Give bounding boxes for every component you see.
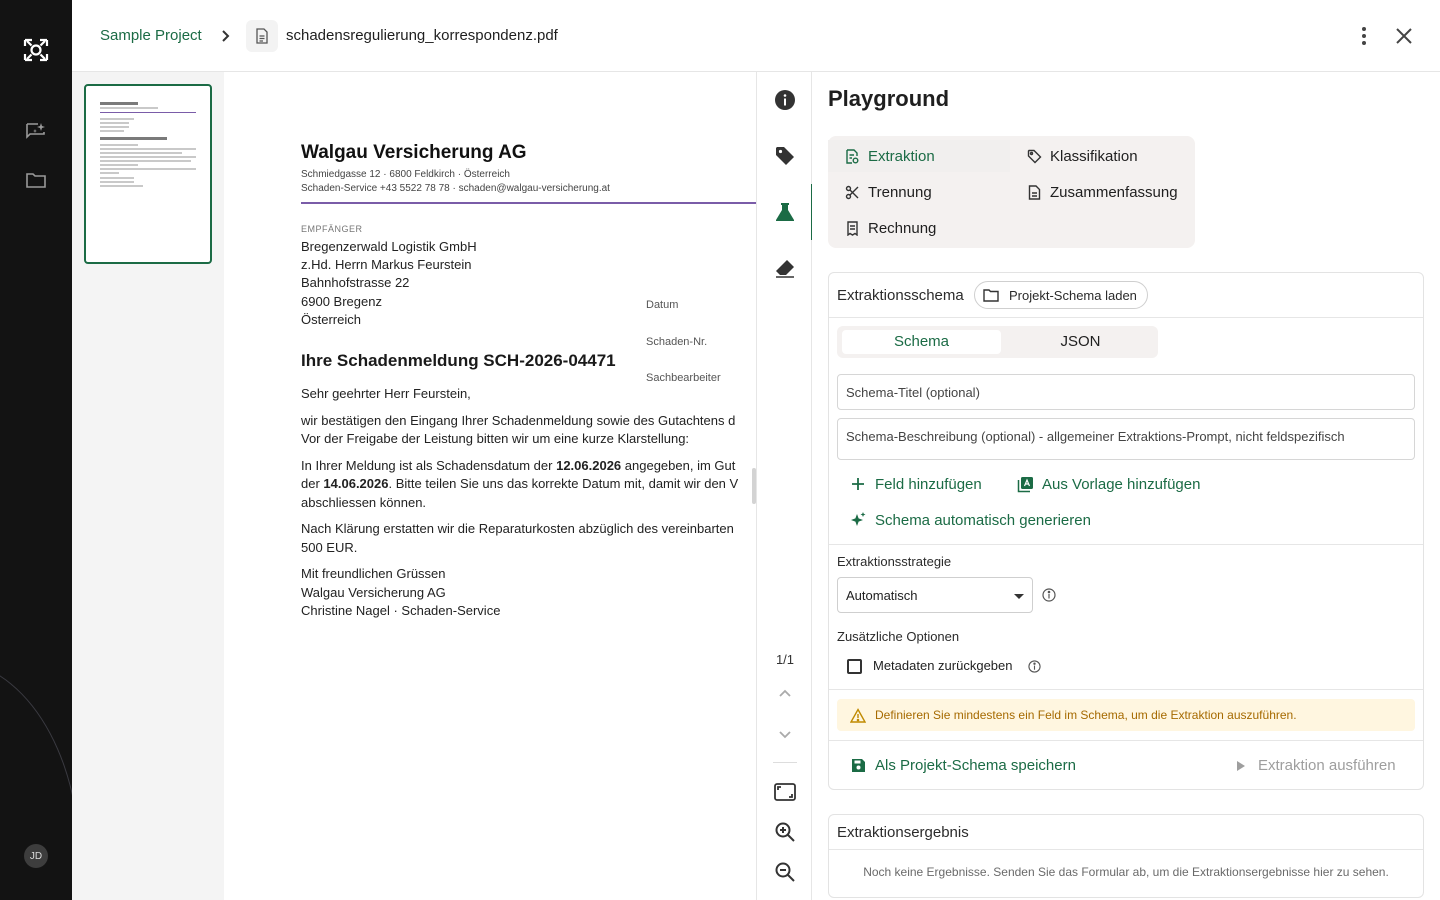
- tag-outline-icon: [1026, 148, 1042, 164]
- letterhead-contact: Schaden-Service +43 5522 78 78 · schaden@walgau-versicherung.at: [301, 183, 610, 194]
- auto-generate-schema-button[interactable]: [849, 511, 1091, 529]
- letter-text: wir bestätigen den Eingang Ihrer Schadenmeldung sowie des Gutachtens d: [301, 412, 736, 428]
- mode-zusammenfassung[interactable]: [1010, 176, 1178, 208]
- letter-paragraph: [301, 520, 756, 557]
- schema-description-input[interactable]: Schema-Beschreibung (optional) - allgemeiner Extraktions-Prompt, nicht feldspezifisch: [837, 418, 1415, 460]
- app-nav-rail: [0, 0, 72, 900]
- mode-label: Trennung: [868, 183, 932, 201]
- zoom-in-icon[interactable]: [773, 820, 797, 844]
- add-from-template-label: Aus Vorlage hinzufügen: [1042, 475, 1201, 493]
- letter-text: 500 EUR.: [301, 539, 358, 555]
- divider: [829, 317, 1423, 318]
- letterhead-company: Walgau Versicherung AG: [301, 142, 527, 163]
- document-icon: [246, 20, 278, 52]
- user-avatar[interactable]: [24, 844, 48, 868]
- page-thumbnail-1[interactable]: [84, 84, 212, 264]
- strategy-value: Automatisch: [846, 587, 918, 603]
- app-logo-icon[interactable]: [22, 36, 50, 64]
- mode-klassifikation[interactable]: [1010, 140, 1138, 172]
- letter-text: Nach Klärung erstatten wir die Reparaturkosten abzüglich des vereinbarten: [301, 521, 734, 537]
- strategy-select[interactable]: [837, 577, 1033, 613]
- info-icon[interactable]: [773, 88, 797, 112]
- letter-closing: [301, 565, 756, 621]
- chevron-right-icon: [218, 26, 234, 46]
- save-button-label: Als Projekt-Schema speichern: [875, 756, 1076, 774]
- recipient-line: Bahnhofstrasse 22: [301, 275, 410, 291]
- load-button-label: Projekt-Schema laden: [1009, 287, 1137, 303]
- letter-meta: [646, 299, 721, 409]
- mode-selector: [828, 136, 1195, 248]
- sparkle-icon: [849, 511, 867, 529]
- letter-text: der: [301, 476, 324, 492]
- chevron-up-icon[interactable]: [773, 682, 797, 706]
- letter-date-highlight: 12.06.2026: [556, 457, 622, 473]
- ai-chat-icon[interactable]: [22, 118, 50, 146]
- add-field-button[interactable]: [849, 475, 982, 493]
- letter-date-highlight: 14.06.2026: [323, 476, 389, 492]
- auto-generate-label: Schema automatisch generieren: [875, 511, 1091, 529]
- document-title: schadensregulierung_korrespondenz.pdf: [286, 27, 558, 44]
- schema-title-input[interactable]: Schema-Titel (optional): [837, 374, 1415, 410]
- schema-heading: Extraktionsschema: [837, 287, 964, 304]
- load-project-schema-button[interactable]: [974, 281, 1148, 309]
- run-extraction-button[interactable]: [1234, 757, 1396, 774]
- page-thumbnails: [72, 72, 224, 900]
- letterhead-address: Schmiedgasse 12 · 6800 Feldkirch · Österreich: [301, 169, 510, 180]
- mode-label: Zusammenfassung: [1050, 183, 1178, 201]
- letter-text: Vor der Freigabe der Leistung bitten wir um eine kurze Klarstellung:: [301, 431, 690, 447]
- options-label: Zusätzliche Optionen: [837, 629, 960, 644]
- play-icon: [1234, 759, 1248, 773]
- plus-icon: [849, 475, 867, 493]
- close-icon[interactable]: [1392, 24, 1416, 48]
- tool-divider: [773, 762, 797, 763]
- schema-view-toggle: [837, 326, 1158, 358]
- recipient-line: Bregenzerwald Logistik GmbH: [301, 239, 477, 254]
- recipient-line: 6900 Bregenz: [301, 293, 382, 309]
- breadcrumb-project-link[interactable]: Sample Project: [100, 27, 202, 44]
- mode-label: Klassifikation: [1050, 147, 1138, 165]
- strategy-label: Extraktionsstrategie: [837, 554, 952, 569]
- save-project-schema-button[interactable]: [849, 756, 1076, 774]
- strategy-info-icon[interactable]: [1042, 588, 1056, 602]
- divider: [829, 689, 1423, 690]
- page-indicator: 1/1: [775, 652, 795, 667]
- mode-label: Extraktion: [868, 147, 935, 165]
- extraction-result-card: [828, 814, 1424, 898]
- receipt-icon: [844, 220, 860, 236]
- divider: [829, 544, 1423, 545]
- avatar-initials: JD: [29, 850, 43, 862]
- top-bar: [72, 0, 1440, 72]
- letter-text: Walgau Versicherung AG: [301, 584, 446, 600]
- mode-extraktion[interactable]: [828, 140, 1010, 172]
- dropdown-arrow-icon: [1014, 588, 1024, 603]
- metadata-info-icon[interactable]: [1028, 660, 1042, 674]
- meta-label-handler: Sachbearbeiter: [646, 372, 721, 385]
- tab-json[interactable]: JSON: [1060, 333, 1101, 350]
- letter-text: Christine Nagel · Schaden-Service: [301, 603, 501, 619]
- run-button-label: Extraktion ausführen: [1258, 757, 1396, 774]
- folder-icon[interactable]: [22, 166, 50, 194]
- letter-paragraph: [301, 412, 756, 449]
- add-from-template-button[interactable]: [1016, 475, 1200, 493]
- scissors-icon: [844, 184, 860, 200]
- folder-icon: [983, 287, 999, 303]
- recipient-line: Österreich: [301, 311, 361, 327]
- divider: [829, 740, 1423, 741]
- meta-label-date: Datum: [646, 299, 679, 311]
- summary-icon: [1026, 184, 1042, 200]
- metadata-checkbox-label[interactable]: Metadaten zurückgeben: [873, 658, 1013, 673]
- letter-paragraph: [301, 457, 756, 513]
- document-page: [301, 142, 756, 621]
- mode-rechnung[interactable]: [828, 212, 936, 244]
- letter-text: . Bitte teilen Sie uns das korrekte Datum mit, damit wir den V: [388, 476, 739, 492]
- warning-icon: [849, 706, 867, 724]
- result-empty-state: Noch keine Ergebnisse. Senden Sie das Formular ab, um die Extraktionsergebnisse hier zu sehen.: [863, 865, 1389, 879]
- recipient-line: z.Hd. Herrn Markus Feurstein: [301, 257, 472, 273]
- letter-text: In Ihrer Meldung ist als Schadensdatum der: [301, 457, 557, 473]
- mode-trennung[interactable]: [828, 176, 932, 208]
- metadata-checkbox[interactable]: [847, 659, 862, 674]
- result-heading: Extraktionsergebnis: [837, 824, 969, 841]
- letter-text: abschliessen können.: [301, 494, 427, 510]
- letterhead-rule: [301, 202, 756, 204]
- chevron-down-icon[interactable]: [773, 722, 797, 746]
- save-icon: [849, 756, 867, 774]
- divider: [829, 849, 1423, 850]
- letter-text: angegeben, im Gut: [621, 457, 736, 473]
- schema-warning-banner: [837, 699, 1415, 731]
- panel-title: Playground: [828, 86, 950, 111]
- fit-screen-icon[interactable]: [773, 780, 797, 804]
- template-icon: [1016, 475, 1034, 493]
- extraction-icon: [844, 148, 860, 164]
- tab-schema[interactable]: Schema: [842, 330, 1001, 354]
- recipient-label: EMPFÄNGER: [301, 224, 363, 234]
- viewer-tool-rail: [756, 72, 812, 900]
- letter-salutation: Sehr geehrter Herr Feurstein,: [301, 386, 471, 402]
- flask-icon[interactable]: [773, 200, 797, 224]
- add-field-label: Feld hinzufügen: [875, 475, 982, 493]
- warning-text: Definieren Sie mindestens ein Feld im Schema, um die Extraktion auszuführen.: [875, 708, 1297, 722]
- playground-panel: [812, 72, 1440, 900]
- zoom-out-icon[interactable]: [773, 860, 797, 884]
- meta-label-claim-number: Schaden-Nr.: [646, 335, 708, 348]
- eraser-icon[interactable]: [773, 256, 797, 280]
- letter-text: Mit freundlichen Grüssen: [301, 566, 446, 582]
- document-viewer[interactable]: [224, 72, 756, 900]
- more-vertical-icon[interactable]: [1352, 24, 1376, 48]
- mode-label: Rechnung: [868, 219, 937, 237]
- extraction-schema-card: [828, 272, 1424, 790]
- tag-icon[interactable]: [773, 144, 797, 168]
- letter-subject: Ihre Schadenmeldung SCH-2026-04471: [301, 351, 616, 371]
